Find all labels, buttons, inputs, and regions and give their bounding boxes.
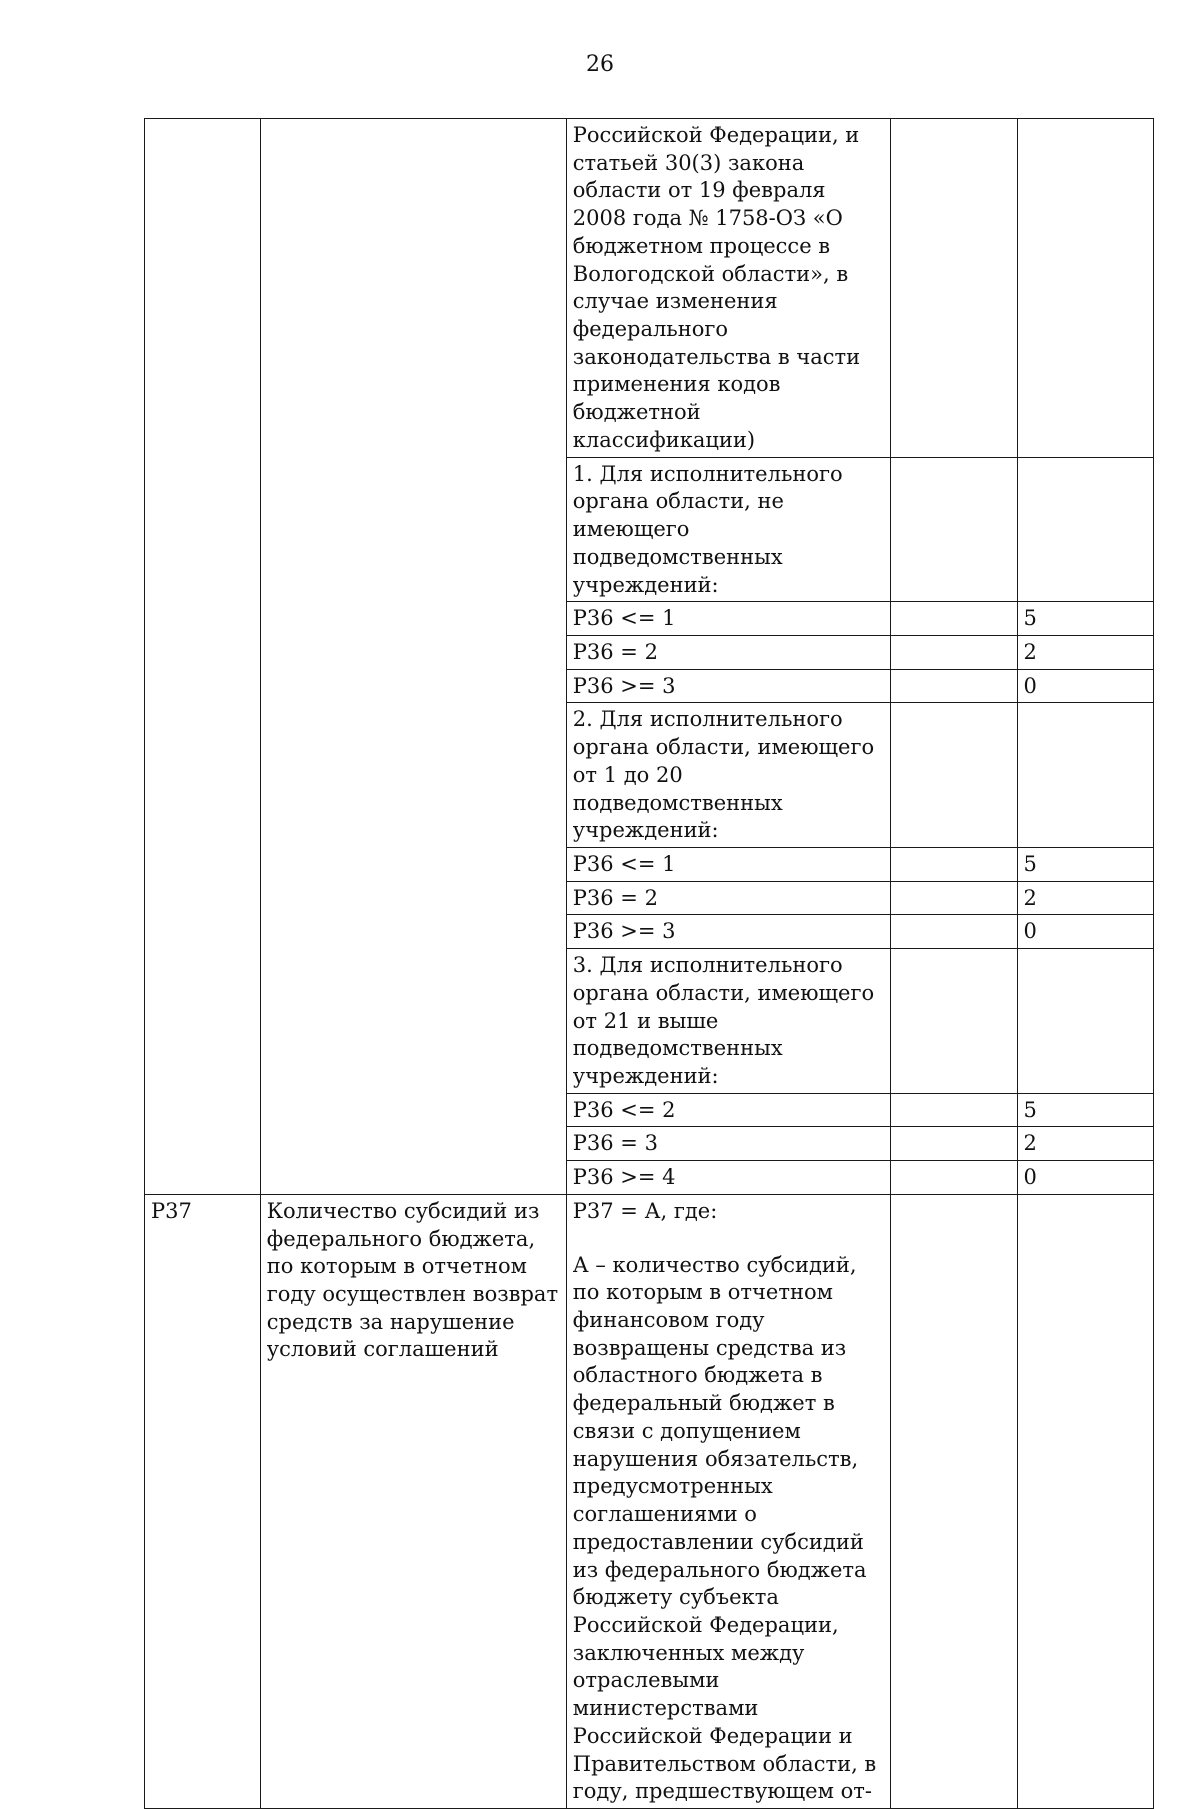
empty-cell [891, 669, 1017, 703]
empty-cell [891, 1093, 1017, 1127]
condition-cell: Р36 = 2 [566, 635, 891, 669]
empty-cell [891, 1127, 1017, 1161]
empty-cell [891, 703, 1017, 848]
condition-cell: Р36 >= 3 [566, 915, 891, 949]
score-cell: 5 [1017, 1093, 1153, 1127]
formula-cell-continuation: Российской Федерации, и статьей 30(3) закона области от 19 февраля 2008 года № 1758-ОЗ «О бюджетном процессе в Вологодской области», в случае изменения федерального законодательства в части применения кодов бюджетной классификации) [566, 119, 891, 458]
page-number: 26 [586, 52, 614, 77]
empty-cell [891, 847, 1017, 881]
spacer [573, 1226, 885, 1252]
condition-cell: Р36 >= 3 [566, 669, 891, 703]
score-cell: 2 [1017, 1127, 1153, 1161]
criteria-table [144, 118, 1154, 1195]
empty-cell [891, 119, 1017, 458]
name-cell-p36 [260, 119, 566, 1195]
empty-cell [1017, 949, 1153, 1094]
empty-cell [1017, 119, 1153, 458]
group-heading: 1. Для исполнительного органа области, не имеющего подведомственных учреждений: [566, 457, 891, 602]
empty-cell [891, 915, 1017, 949]
empty-cell [891, 1161, 1017, 1195]
empty-cell [891, 1194, 1017, 1808]
group-heading: 3. Для исполнительного органа области, имеющего от 21 и выше подведомственных учреждений: [566, 949, 891, 1094]
empty-cell [1017, 457, 1153, 602]
code-cell-p36 [145, 119, 261, 1195]
criteria-table-p37 [144, 1194, 1154, 1809]
empty-cell [891, 635, 1017, 669]
empty-cell [891, 881, 1017, 915]
table-row-continuation [145, 119, 1154, 458]
empty-cell [1017, 703, 1153, 848]
empty-cell [891, 602, 1017, 636]
formula-line: Р37 = А, где: [572, 1198, 718, 1223]
condition-cell: Р36 >= 4 [566, 1161, 891, 1195]
condition-cell: Р36 <= 1 [566, 602, 891, 636]
score-cell: 5 [1017, 847, 1153, 881]
score-cell: 2 [1017, 635, 1153, 669]
score-cell: 5 [1017, 602, 1153, 636]
table-row-p37 [145, 1194, 1154, 1808]
condition-cell: Р36 <= 2 [566, 1093, 891, 1127]
formula-cell-p37 [566, 1194, 891, 1808]
group-heading: 2. Для исполнительного органа области, имеющего от 1 до 20 подведомственных учреждений: [566, 703, 891, 848]
score-cell: 0 [1017, 669, 1153, 703]
condition-cell: Р36 <= 1 [566, 847, 891, 881]
condition-cell: Р36 = 3 [566, 1127, 891, 1161]
name-cell-p37: Количество субсидий из федерального бюджета, по которым в отчетном году осуществлен возврат средств за нарушение условий соглашений [260, 1194, 566, 1808]
formula-definition: А – количество субсидий, по которым в отчетном финансовом году возвращены средства из областного бюджета в федеральный бюджет в связи с допущением нарушения обязательств, предусмотренных соглашениями о предоставлении субсидий из федерального бюджета бюджету субъекта Российской Федерации, заключенных между отраслевыми министерствами Российской Федерации и Правительством области, в году, предшествующем от- [572, 1252, 877, 1804]
empty-cell [891, 457, 1017, 602]
score-cell: 2 [1017, 881, 1153, 915]
code-cell-p37: Р37 [145, 1194, 261, 1808]
empty-cell [1017, 1194, 1153, 1808]
condition-cell: Р36 = 2 [566, 881, 891, 915]
score-cell: 0 [1017, 1161, 1153, 1195]
score-cell: 0 [1017, 915, 1153, 949]
empty-cell [891, 949, 1017, 1094]
